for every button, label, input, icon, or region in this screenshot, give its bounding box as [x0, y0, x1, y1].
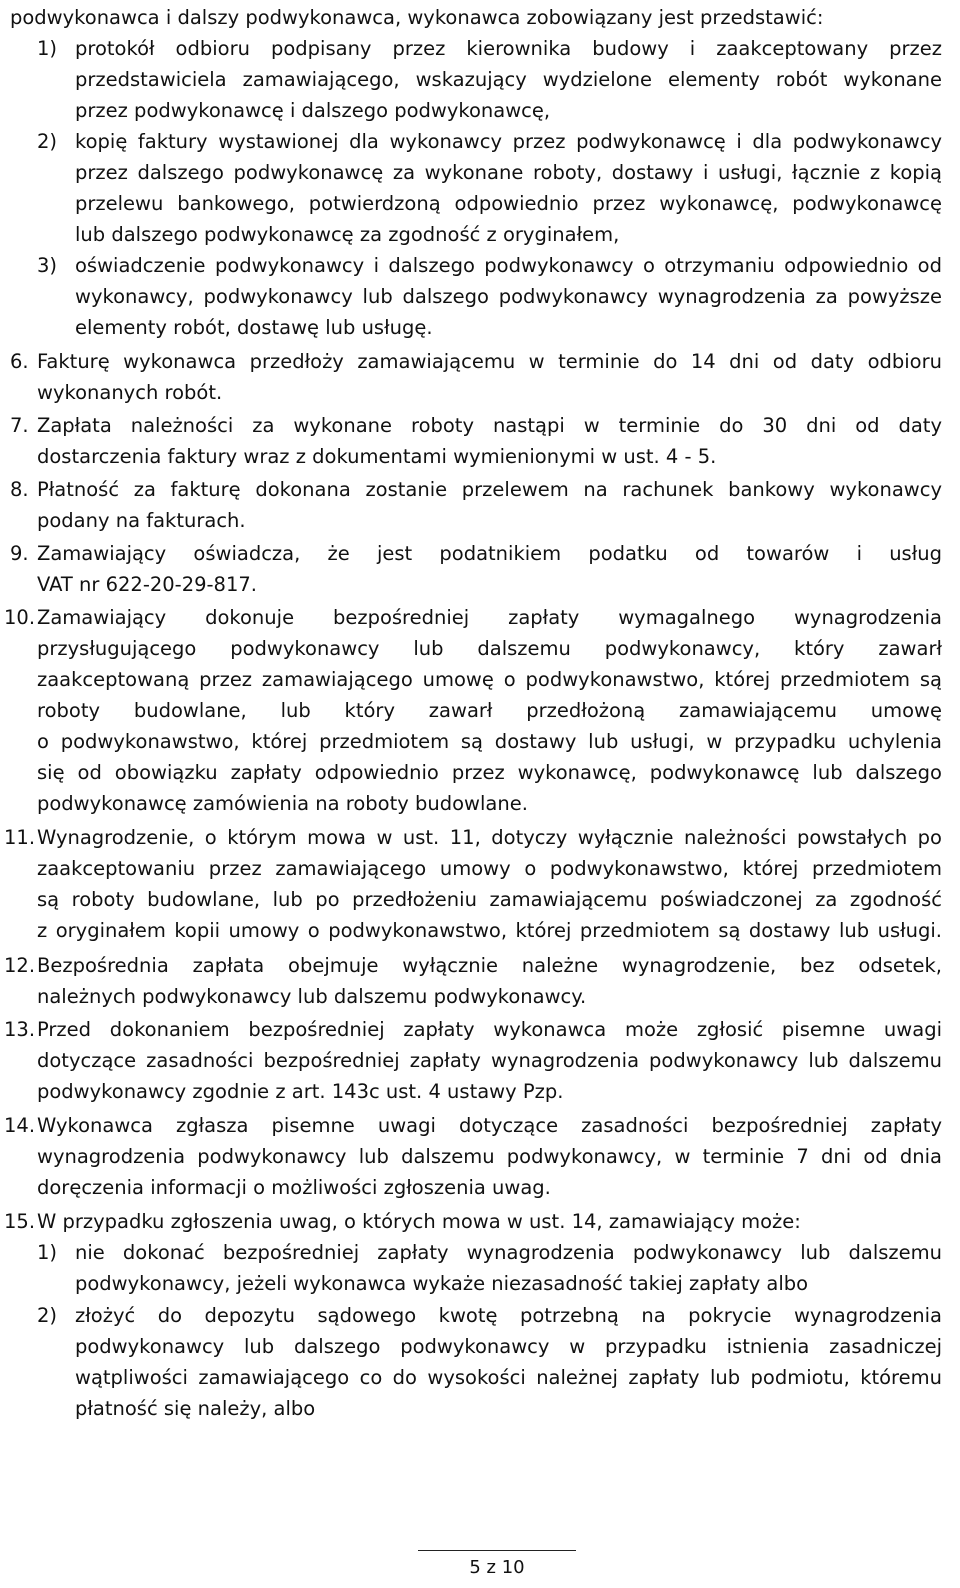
- list-marker: 10.: [4, 606, 36, 629]
- text-line: oświadczenie podwykonawcy i dalszego podwykonawcy o otrzymaniu odpowiednio od: [75, 254, 942, 277]
- list-marker: 15.: [4, 1210, 36, 1233]
- text-line: dostarczenia faktury wraz z dokumentami wymienionymi w ust. 4 - 5.: [37, 445, 717, 468]
- text-line: podwykonawcy, jeżeli wykonawca wykaże niezasadność takiej zapłaty albo: [75, 1272, 809, 1295]
- list-marker: 8.: [10, 478, 29, 501]
- text-line: przez dalszego podwykonawcę za wykonane roboty, dostawy i usługi, łącznie z kopią: [75, 161, 942, 184]
- list-marker: 1): [37, 1241, 58, 1264]
- list-marker: 13.: [4, 1018, 36, 1041]
- list-marker: 3): [37, 254, 58, 277]
- text-line: należnych podwykonawcy lub dalszemu podwykonawcy.: [37, 985, 587, 1008]
- text-line: VAT nr 622-20-29-817.: [37, 573, 257, 596]
- text-line: Zamawiający oświadcza, że jest podatnikiem podatku od towarów i usług: [37, 542, 942, 565]
- list-marker: 7.: [10, 414, 29, 437]
- text-line: wynagrodzenia podwykonawcy lub dalszemu podwykonawcy, w terminie 7 dni od dnia: [37, 1145, 942, 1168]
- text-line: Zapłata należności za wykonane roboty nastąpi w terminie do 30 dni od daty: [37, 414, 942, 437]
- text-line: Przed dokonaniem bezpośredniej zapłaty wykonawca może zgłosić pisemne uwagi: [37, 1018, 942, 1041]
- text-line: o podwykonawstwo, której przedmiotem są dostawy lub usługi, w przypadku uchylenia: [37, 730, 942, 753]
- text-line: lub dalszego podwykonawcę za zgodność z oryginałem,: [75, 223, 620, 246]
- text-line: wykonawcy, podwykonawcy lub dalszego podwykonawcy wynagrodzenia za powyższe: [75, 285, 942, 308]
- text-line: z oryginałem kopii umowy o podwykonawstwo, której przedmiotem są dostawy lub usługi.: [37, 919, 942, 942]
- page-number: 5 z 10: [469, 1557, 525, 1578]
- text-line: elementy robót, dostawę lub usługę.: [75, 316, 433, 339]
- text-line: doręczenia informacji o możliwości zgłoszenia uwag.: [37, 1176, 551, 1199]
- text-line: kopię faktury wystawionej dla wykonawcy przez podwykonawcę i dla podwykonawcy: [75, 130, 942, 153]
- text-line: podwykonawca i dalszy podwykonawca, wykonawca zobowiązany jest przedstawić:: [10, 6, 824, 29]
- text-line: Fakturę wykonawca przedłoży zamawiającemu w terminie do 14 dni od daty odbioru: [37, 350, 942, 373]
- text-line: są roboty budowlane, lub po przedłożeniu zamawiającemu poświadczonej za zgodność: [37, 888, 942, 911]
- text-line: wątpliwości zamawiającego co do wysokości należnej zapłaty lub podmiotu, któremu: [75, 1366, 942, 1389]
- list-marker: 9.: [10, 542, 29, 565]
- list-marker: 2): [37, 1304, 58, 1327]
- text-line: nie dokonać bezpośredniej zapłaty wynagrodzenia podwykonawcy lub dalszemu: [75, 1241, 942, 1264]
- text-line: podwykonawcę zamówienia na roboty budowlane.: [37, 792, 528, 815]
- list-marker: 1): [37, 37, 58, 60]
- text-line: podwykonawcy zgodnie z art. 143c ust. 4 ustawy Pzp.: [37, 1080, 564, 1103]
- text-line: protokół odbioru podpisany przez kierownika budowy i zaakceptowany przez: [75, 37, 942, 60]
- text-line: Zamawiający dokonuje bezpośredniej zapłaty wymagalnego wynagrodzenia: [37, 606, 942, 629]
- text-line: roboty budowlane, lub który zawarł przedłożoną zamawiającemu umowę: [37, 699, 942, 722]
- text-line: Bezpośrednia zapłata obejmuje wyłącznie należne wynagrodzenie, bez odsetek,: [37, 954, 942, 977]
- text-line: podwykonawcy lub dalszego podwykonawcy w przypadku istnienia zasadniczej: [75, 1335, 942, 1358]
- text-line: Wykonawca zgłasza pisemne uwagi dotyczące zasadności bezpośredniej zapłaty: [37, 1114, 942, 1137]
- text-line: Płatność za fakturę dokonana zostanie przelewem na rachunek bankowy wykonawcy: [37, 478, 942, 501]
- text-line: podany na fakturach.: [37, 509, 246, 532]
- text-line: przysługującego podwykonawcy lub dalszemu podwykonawcy, który zawarł: [37, 637, 942, 660]
- text-line: przedstawiciela zamawiającego, wskazujący wydzielone elementy robót wykonane: [75, 68, 942, 91]
- text-line: dotyczące zasadności bezpośredniej zapłaty wynagrodzenia podwykonawcy lub dalszemu: [37, 1049, 942, 1072]
- text-line: przez podwykonawcę i dalszego podwykonawcę,: [75, 99, 551, 122]
- list-marker: 14.: [4, 1114, 36, 1137]
- text-line: płatność się należy, albo: [75, 1397, 316, 1420]
- list-marker: 2): [37, 130, 58, 153]
- text-line: złożyć do depozytu sądowego kwotę potrzebną na pokrycie wynagrodzenia: [75, 1304, 942, 1327]
- text-line: wykonanych robót.: [37, 381, 223, 404]
- text-line: W przypadku zgłoszenia uwag, o których mowa w ust. 14, zamawiający może:: [37, 1210, 801, 1233]
- text-line: zaakceptowaną przez zamawiającego umowę o podwykonawstwo, której przedmiotem są: [37, 668, 942, 691]
- list-marker: 12.: [4, 954, 36, 977]
- list-marker: 11.: [4, 826, 36, 849]
- text-line: Wynagrodzenie, o którym mowa w ust. 11, dotyczy wyłącznie należności powstałych po: [37, 826, 942, 849]
- text-line: przelewu bankowego, potwierdzoną odpowiednio przez wykonawcę, podwykonawcę: [75, 192, 942, 215]
- footer-divider: [418, 1550, 576, 1551]
- text-line: zaakceptowaniu przez zamawiającego umowy o podwykonawstwo, której przedmiotem: [37, 857, 942, 880]
- list-marker: 6.: [10, 350, 29, 373]
- text-line: się od obowiązku zapłaty odpowiednio przez wykonawcę, podwykonawcę lub dalszego: [37, 761, 942, 784]
